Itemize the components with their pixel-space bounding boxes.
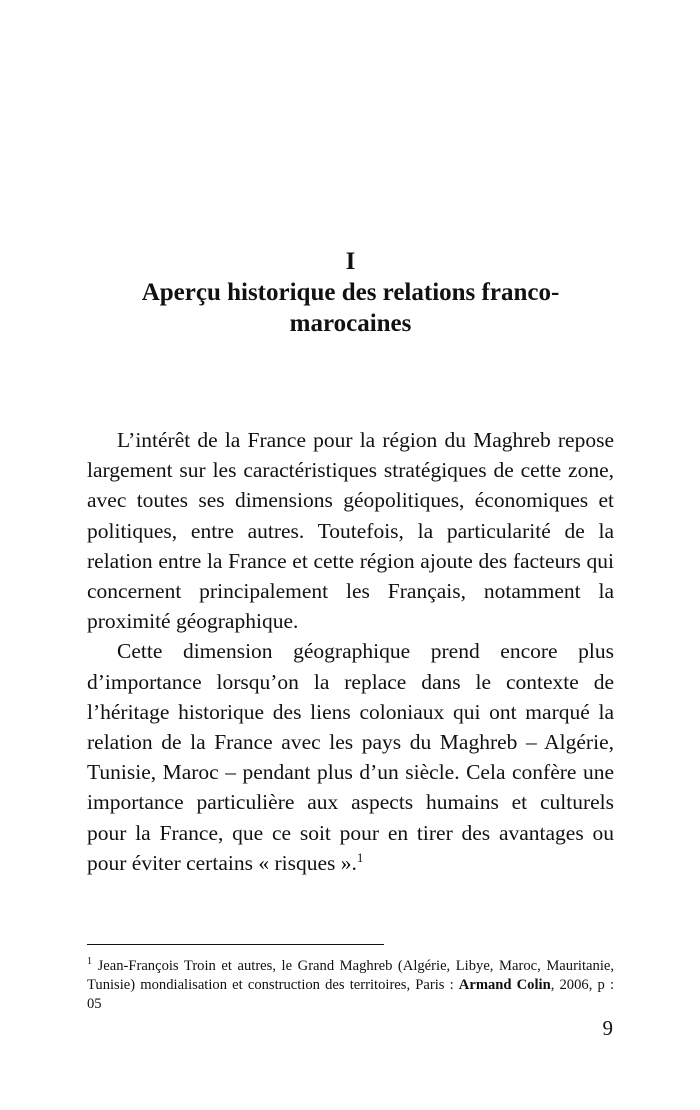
chapter-number: I — [345, 248, 356, 275]
footnote-reference[interactable]: 1 — [356, 849, 364, 865]
footnote-separator — [87, 944, 384, 945]
chapter-title-line-1: Aperçu historique des relations franco- — [141, 279, 560, 306]
page-number: 9 — [602, 1016, 613, 1040]
chapter-heading — [87, 246, 614, 339]
footnote-text-before: Jean-François Troin et autres, le Grand Maghreb (Algérie, Libye, Maroc, Mauritanie, Tunisie) mondialisation et construction des territoires, Paris : — [87, 958, 614, 993]
footnote-marker: 1 — [87, 956, 92, 968]
body-text — [87, 425, 614, 878]
footnote-text-after: , 2006, p : 05 — [87, 977, 614, 1012]
paragraph-1-text: L’intérêt de la France pour la région du Maghreb repose largement sur les caractéristiques stratégiques de cette zone, avec toutes ses dimensions géopolitiques, économiques et politiques, entre autres. Toutefois, la particularité de la relation entre la France et cette région ajoute des facteurs qui concernent principalement les Français, notamment la proximité géographique. — [87, 428, 614, 634]
footnote-1 — [87, 957, 614, 1014]
paragraph-2-text: Cette dimension géographique prend encore plus d’importance lorsqu’on la replace dans le contexte de l’héritage historique des liens coloniaux qui ont marqué la relation de la France avec les pays du Maghreb – Algérie, Tunisie, Maroc – pendant plus d’un siècle. Cela confère une importance particulière aux aspects humains et culturels pour la France, que ce soit pour en tirer des avantages ou pour éviter certains « risques ». — [87, 639, 614, 875]
paragraph-1 — [87, 425, 614, 636]
footnote-publisher: Armand Colin — [458, 977, 551, 993]
paragraph-2 — [87, 636, 614, 878]
chapter-title-line-2: marocaines — [289, 310, 412, 337]
